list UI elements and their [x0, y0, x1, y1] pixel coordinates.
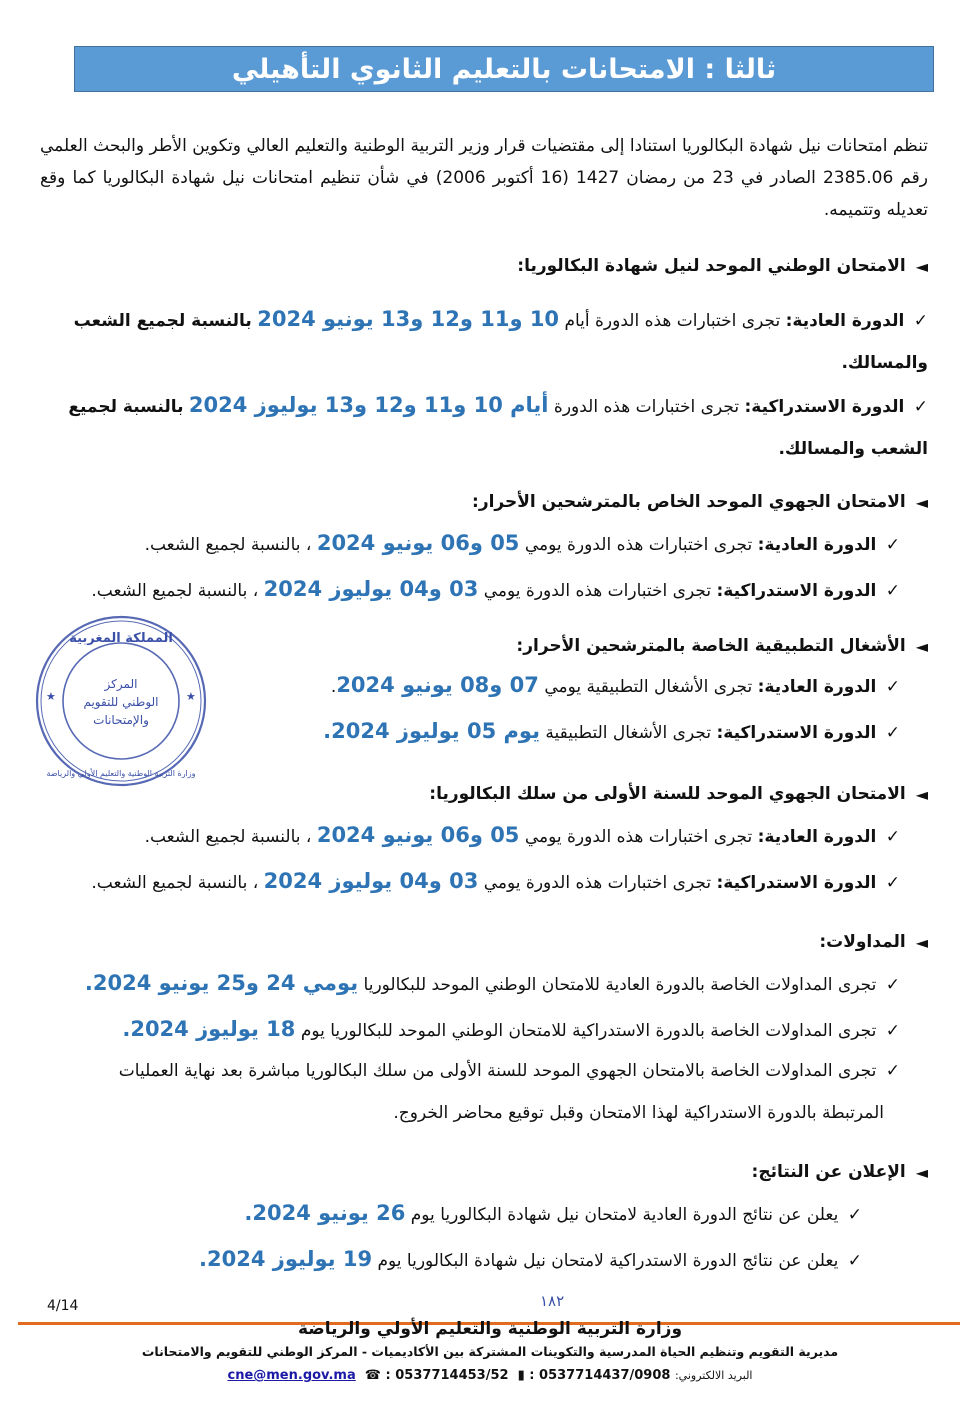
list-item: ✓ تجرى المداولات الخاصة بالدورة العادية للامتحان الوطني الموحد للبكالوريا يومي 24 و25 يونيو 2024.	[84, 971, 900, 995]
email-link[interactable]: cne@men.gov.ma	[227, 1368, 356, 1383]
fax-number: 0537714437/0908	[539, 1368, 671, 1383]
svg-text:وزارة التربية الوطنية والتعليم: وزارة التربية الوطنية والتعليم الأولي والرياضة	[46, 769, 196, 778]
email-label: البريد الالكتروني:	[674, 1369, 753, 1382]
phone-icon: ☎	[364, 1368, 381, 1383]
check-icon: ✓	[847, 1205, 862, 1225]
section-heading-national-exam: ◄ الامتحان الوطني الموحد لنيل شهادة البكالوريا:	[517, 256, 928, 276]
svg-text:الوطني للتقويم: الوطني للتقويم	[83, 695, 159, 709]
check-icon: ✓	[885, 1061, 900, 1081]
list-item: ✓ يعلن عن نتائج الدورة الاستدراكية لامتحان نيل شهادة البكالوريا يوم 19 يوليوز 2024.	[199, 1247, 862, 1271]
list-item: ✓ الدورة العادية: تجرى اختبارات هذه الدورة يومي 05 و06 يونيو 2024 ، بالنسبة لجميع الشعب.	[144, 531, 900, 555]
handwritten-number: ١٨٢	[540, 1292, 565, 1310]
check-icon: ✓	[913, 397, 928, 417]
check-icon: ✓	[913, 311, 928, 331]
check-icon: ✓	[885, 1021, 900, 1041]
triangle-bullet-icon: ◄	[915, 1162, 928, 1182]
section-heading-results: ◄ الإعلان عن النتائج:	[751, 1162, 928, 1182]
section-banner	[74, 46, 934, 92]
check-icon: ✓	[885, 873, 900, 893]
triangle-bullet-icon: ◄	[915, 636, 928, 656]
check-icon: ✓	[885, 975, 900, 995]
list-item: ✓ الدورة الاستدراكية: تجرى الأشغال التطبيقية يوم 05 يوليوز 2024.	[323, 719, 900, 743]
check-icon: ✓	[885, 677, 900, 697]
footer-ministry: وزارة التربية الوطنية والتعليم الأولي والرياضة	[297, 1319, 683, 1339]
check-icon: ✓	[847, 1251, 862, 1271]
list-item: ✓ الدورة الاستدراكية: تجرى اختبارات هذه الدورة يومي 03 و04 يوليوز 2024 ، بالنسبة لجميع الشعب.	[91, 869, 900, 893]
official-stamp	[32, 612, 210, 790]
intro-paragraph: تنظم امتحانات نيل شهادة البكالوريا استنادا إلى مقتضيات قرار وزير التربية الوطنية والتعليم العالي وتكوين الأطر والبحث العلمي رقم 2385.06 الصادر في 23 من رمضان 1427 (16 أكتوبر 2006) في شأن تنظيم امتحانات نيل شهادة البكالوريا كما وقع تعديله وتتميمه.	[40, 136, 928, 220]
list-item: ✓ الدورة الاستدراكية: تجرى اختبارات هذه الدورة أيام 10 و11 و12 و13 يوليوز 2024 بالنسبة لجميع الشعب والمسالك.	[68, 393, 928, 459]
fax-icon: ▮	[517, 1368, 525, 1383]
list-item: ✓ الدورة العادية: تجرى الأشغال التطبيقية يومي 07 و08 يونيو 2024.	[330, 673, 900, 697]
check-icon: ✓	[885, 827, 900, 847]
triangle-bullet-icon: ◄	[915, 784, 928, 804]
list-item: ✓ تجرى المداولات الخاصة بالدورة الاستدراكية للامتحان الوطني الموحد للبكالوريا يوم 18 يوليوز 2024.	[122, 1017, 900, 1041]
footer-directorate: مديرية التقويم وتنظيم الحياة المدرسية والتكوينات المشتركة بين الأكاديميات - المركز الوطني للتقويم والامتحانات	[141, 1344, 839, 1359]
triangle-bullet-icon: ◄	[915, 932, 928, 952]
phone-number: 0537714453/52	[395, 1368, 509, 1383]
section-heading-first-year: ◄ الامتحان الجهوي الموحد للسنة الأولى من سلك البكالوريا:	[429, 784, 928, 804]
check-icon: ✓	[885, 581, 900, 601]
footer-contacts: البريد الالكتروني: cne@men.gov.ma ☎ : 0537714453/52 ▮ : 0537714437/0908	[227, 1368, 753, 1383]
svg-text:المملكة المغربية: المملكة المغربية	[69, 631, 173, 646]
section-heading-deliberations: ◄ المداولات:	[819, 932, 928, 952]
banner-title: ثالثا : الامتحانات بالتعليم الثانوي التأهيلي	[231, 53, 777, 85]
list-item: ✓ يعلن عن نتائج الدورة العادية لامتحان نيل شهادة البكالوريا يوم 26 يونيو 2024.	[244, 1201, 862, 1225]
svg-text:★: ★	[186, 690, 196, 703]
list-item: ✓ الدورة العادية: تجرى اختبارات هذه الدورة يومي 05 و06 يونيو 2024 ، بالنسبة لجميع الشعب.	[144, 823, 900, 847]
list-item: ✓ الدورة العادية: تجرى اختبارات هذه الدورة أيام 10 و11 و12 و13 يونيو 2024 بالنسبة لجميع الشعب والمسالك.	[73, 307, 928, 373]
svg-text:★: ★	[46, 690, 56, 703]
triangle-bullet-icon: ◄	[915, 256, 928, 276]
svg-text:والإمتحانات: والإمتحانات	[93, 713, 149, 727]
page-number: 4/14	[47, 1298, 79, 1314]
check-icon: ✓	[885, 723, 900, 743]
list-item: ✓ الدورة الاستدراكية: تجرى اختبارات هذه الدورة يومي 03 و04 يوليوز 2024 ، بالنسبة لجميع الشعب.	[91, 577, 900, 601]
section-heading-regional-free: ◄ الامتحان الجهوي الموحد الخاص بالمترشحين الأحرار:	[472, 492, 928, 512]
triangle-bullet-icon: ◄	[915, 492, 928, 512]
list-item: ✓ تجرى المداولات الخاصة بالامتحان الجهوي الموحد للسنة الأولى من سلك البكالوريا مباشرة بعد نهاية العمليات المرتبطة بالدورة الاستدراكية لهذا الامتحان وقبل توقيع محاضر الخروج.	[118, 1061, 900, 1123]
check-icon: ✓	[885, 535, 900, 555]
section-heading-practical-work: ◄ الأشغال التطبيقية الخاصة بالمترشحين الأحرار:	[516, 636, 928, 656]
svg-text:المركز: المركز	[104, 677, 138, 691]
